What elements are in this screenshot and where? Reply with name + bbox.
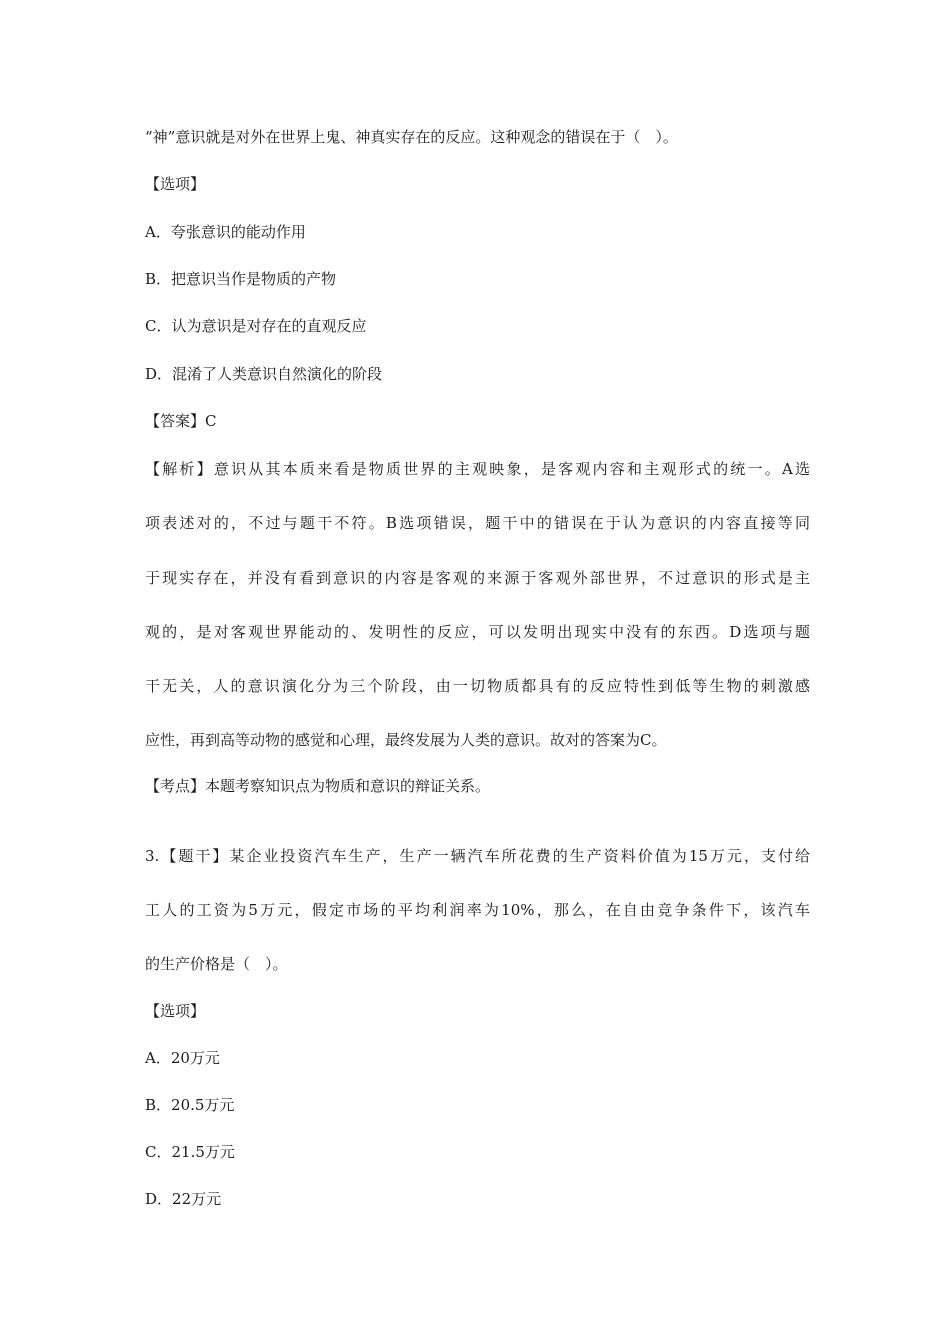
q2-analysis-line-2: 项表述对的，不过与题干不符。B选项错误，题干中的错误在于认为意识的内容直接等同 (145, 514, 810, 532)
q3-option-c: C．21.5万元 (145, 1143, 235, 1161)
q2-option-c: C．认为意识是对存在的直观反应 (145, 317, 367, 335)
q3-stem-line-2: 工人的工资为5万元，假定市场的平均利润率为10%，那么，在自由竞争条件下，该汽车 (145, 901, 810, 919)
q2-option-b: B．把意识当作是物质的产物 (145, 270, 337, 288)
q2-analysis-line-1: 【解析】意识从其本质来看是物质世界的主观映象，是客观内容和主观形式的统一。A选 (145, 460, 810, 478)
q2-analysis-line-3: 于现实存在，并没有看到意识的内容是客观的来源于客观外部世界，不过意识的形式是主 (145, 569, 810, 587)
q2-analysis-line-4: 观的，是对客观世界能动的、发明性的反应，可以发明出现实中没有的东西。D选项与题 (145, 623, 810, 641)
q2-option-d: D．混淆了人类意识自然演化的阶段 (145, 365, 383, 383)
q3-option-b: B．20.5万元 (145, 1096, 235, 1114)
q3-options-header: 【选项】 (145, 1002, 206, 1020)
q2-options-header: 【选项】 (145, 175, 206, 193)
q2-answer: 【答案】C (145, 412, 217, 430)
q3-option-d: D．22万元 (145, 1190, 222, 1208)
q2-analysis-line-6: 应性，再到高等动物的感觉和心理，最终发展为人类的意识。故对的答案为C。 (145, 731, 667, 749)
q3-stem-line-1: 3.【题干】某企业投资汽车生产，生产一辆汽车所花费的生产资料价值为15万元，支付给 (145, 847, 810, 865)
q3-stem-line-3: 的生产价格是（ ）。 (145, 955, 288, 973)
q2-stem: “神”意识就是对外在世界上鬼、神真实存在的反应。这种观念的错误在于（ ）。 (145, 128, 678, 146)
q2-option-a: A．夸张意识的能动作用 (145, 223, 306, 241)
q2-key-point: 【考点】本题考察知识点为物质和意识的辩证关系。 (145, 777, 491, 795)
q3-option-a: A．20万元 (145, 1049, 220, 1067)
q2-analysis-line-5: 干无关，人的意识演化分为三个阶段，由一切物质都具有的反应特性到低等生物的刺激感 (145, 677, 810, 695)
